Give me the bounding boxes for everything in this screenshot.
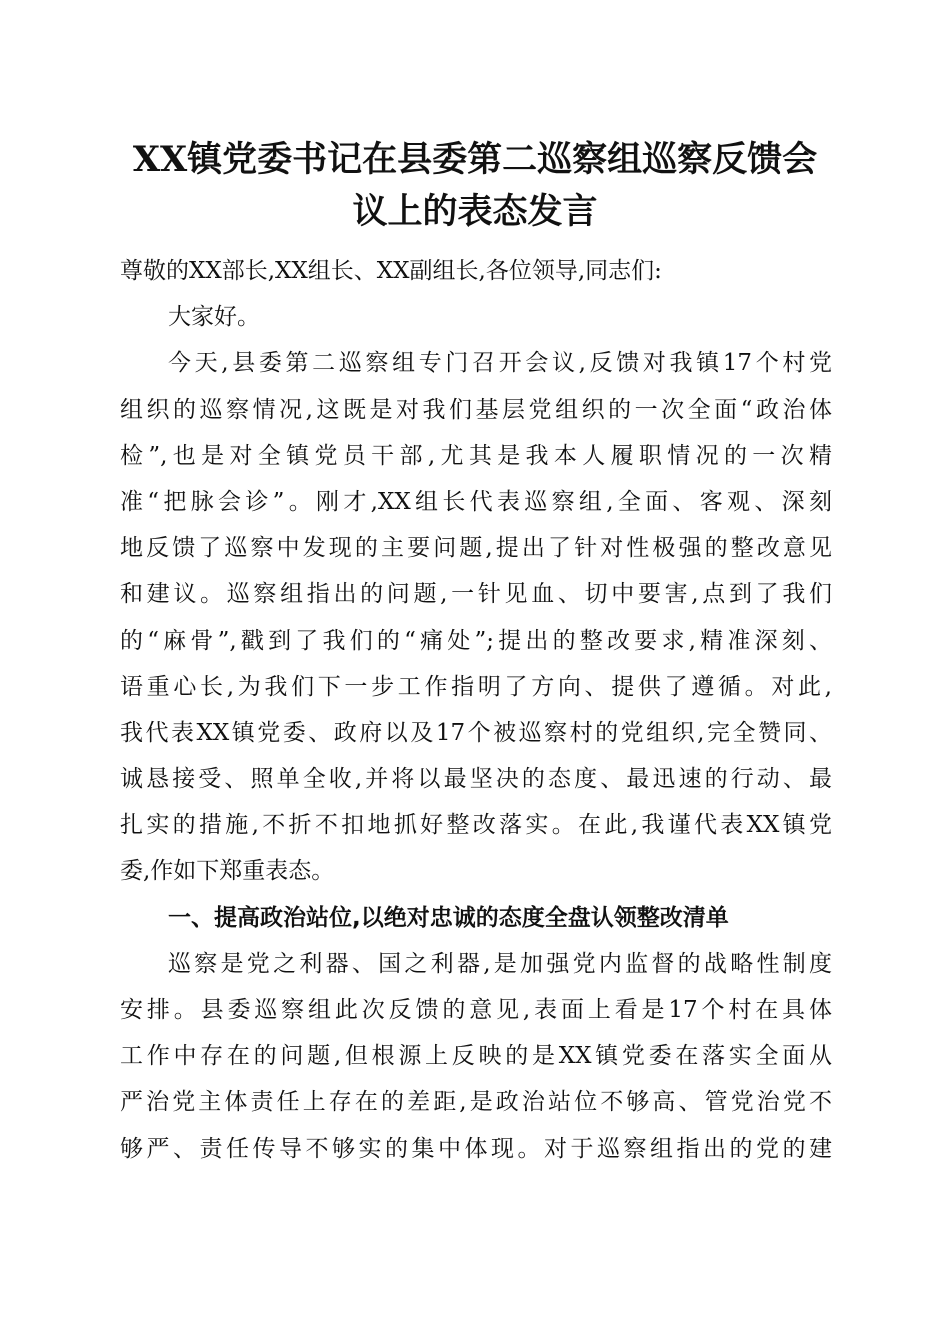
- paragraph-1-line: 和建议。巡察组指出的问题,一针见血、切中要害,点到了我们: [120, 581, 832, 608]
- paragraph-1-line: 地反馈了巡察中发现的主要问题,提出了针对性极强的整改意见: [120, 535, 832, 562]
- paragraph-2-line: 安排。县委巡察组此次反馈的意见,表面上看是17个村在具体: [120, 997, 832, 1023]
- document-body: [120, 248, 832, 1172]
- document-title: [100, 134, 850, 238]
- paragraph-1-line: 的“麻骨”,戳到了我们的“痛处”;提出的整改要求,精准深刻、: [120, 627, 832, 654]
- title-line-2: 议上的表态发言: [352, 191, 598, 232]
- title-line-1: XX镇党委书记在县委第二巡察组巡察反馈会: [132, 139, 818, 180]
- paragraph-2-line: 工作中存在的问题,但根源上反映的是XX镇党委在落实全面从: [120, 1043, 832, 1070]
- paragraph-1-line: 语重心长,为我们下一步工作指明了方向、提供了遵循。对此,: [120, 673, 832, 700]
- paragraph-1: [120, 340, 832, 894]
- paragraph-1-line: 我代表XX镇党委、政府以及17个被巡察村的党组织,完全赞同、: [120, 719, 832, 746]
- paragraph-2-line: 够严、责任传导不够实的集中体现。对于巡察组指出的党的建: [120, 1135, 832, 1162]
- paragraph-1-line: 检”,也是对全镇党员干部,尤其是我本人履职情况的一次精: [120, 442, 832, 469]
- section-1-heading: 一、提高政治站位,以绝对忠诚的态度全盘认领整改清单: [168, 904, 729, 931]
- greeting: 大家好。: [168, 304, 260, 331]
- paragraph-2: [120, 941, 832, 1172]
- paragraph-2-line: 巡察是党之利器、国之利器,是加强党内监督的战略性制度: [168, 950, 832, 977]
- paragraph-1-line: 准“把脉会诊”。刚才,XX组长代表巡察组,全面、客观、深刻: [120, 488, 832, 515]
- paragraph-1-line: 诚恳接受、照单全收,并将以最坚决的态度、最迅速的行动、最: [120, 766, 832, 793]
- paragraph-2-line: 严治党主体责任上存在的差距,是政治站位不够高、管党治党不: [120, 1089, 832, 1116]
- paragraph-1-line: 组织的巡察情况,这既是对我们基层党组织的一次全面“政治体: [120, 396, 832, 423]
- paragraph-1-line: 今天,县委第二巡察组专门召开会议,反馈对我镇17个村党: [168, 350, 832, 377]
- paragraph-1-line: 扎实的措施,不折不扣地抓好整改落实。在此,我谨代表XX镇党: [120, 812, 832, 839]
- salutation: 尊敬的XX部长,XX组长、XX副组长,各位领导,同志们:: [120, 258, 662, 284]
- paragraph-1-line: 委,作如下郑重表态。: [120, 858, 335, 885]
